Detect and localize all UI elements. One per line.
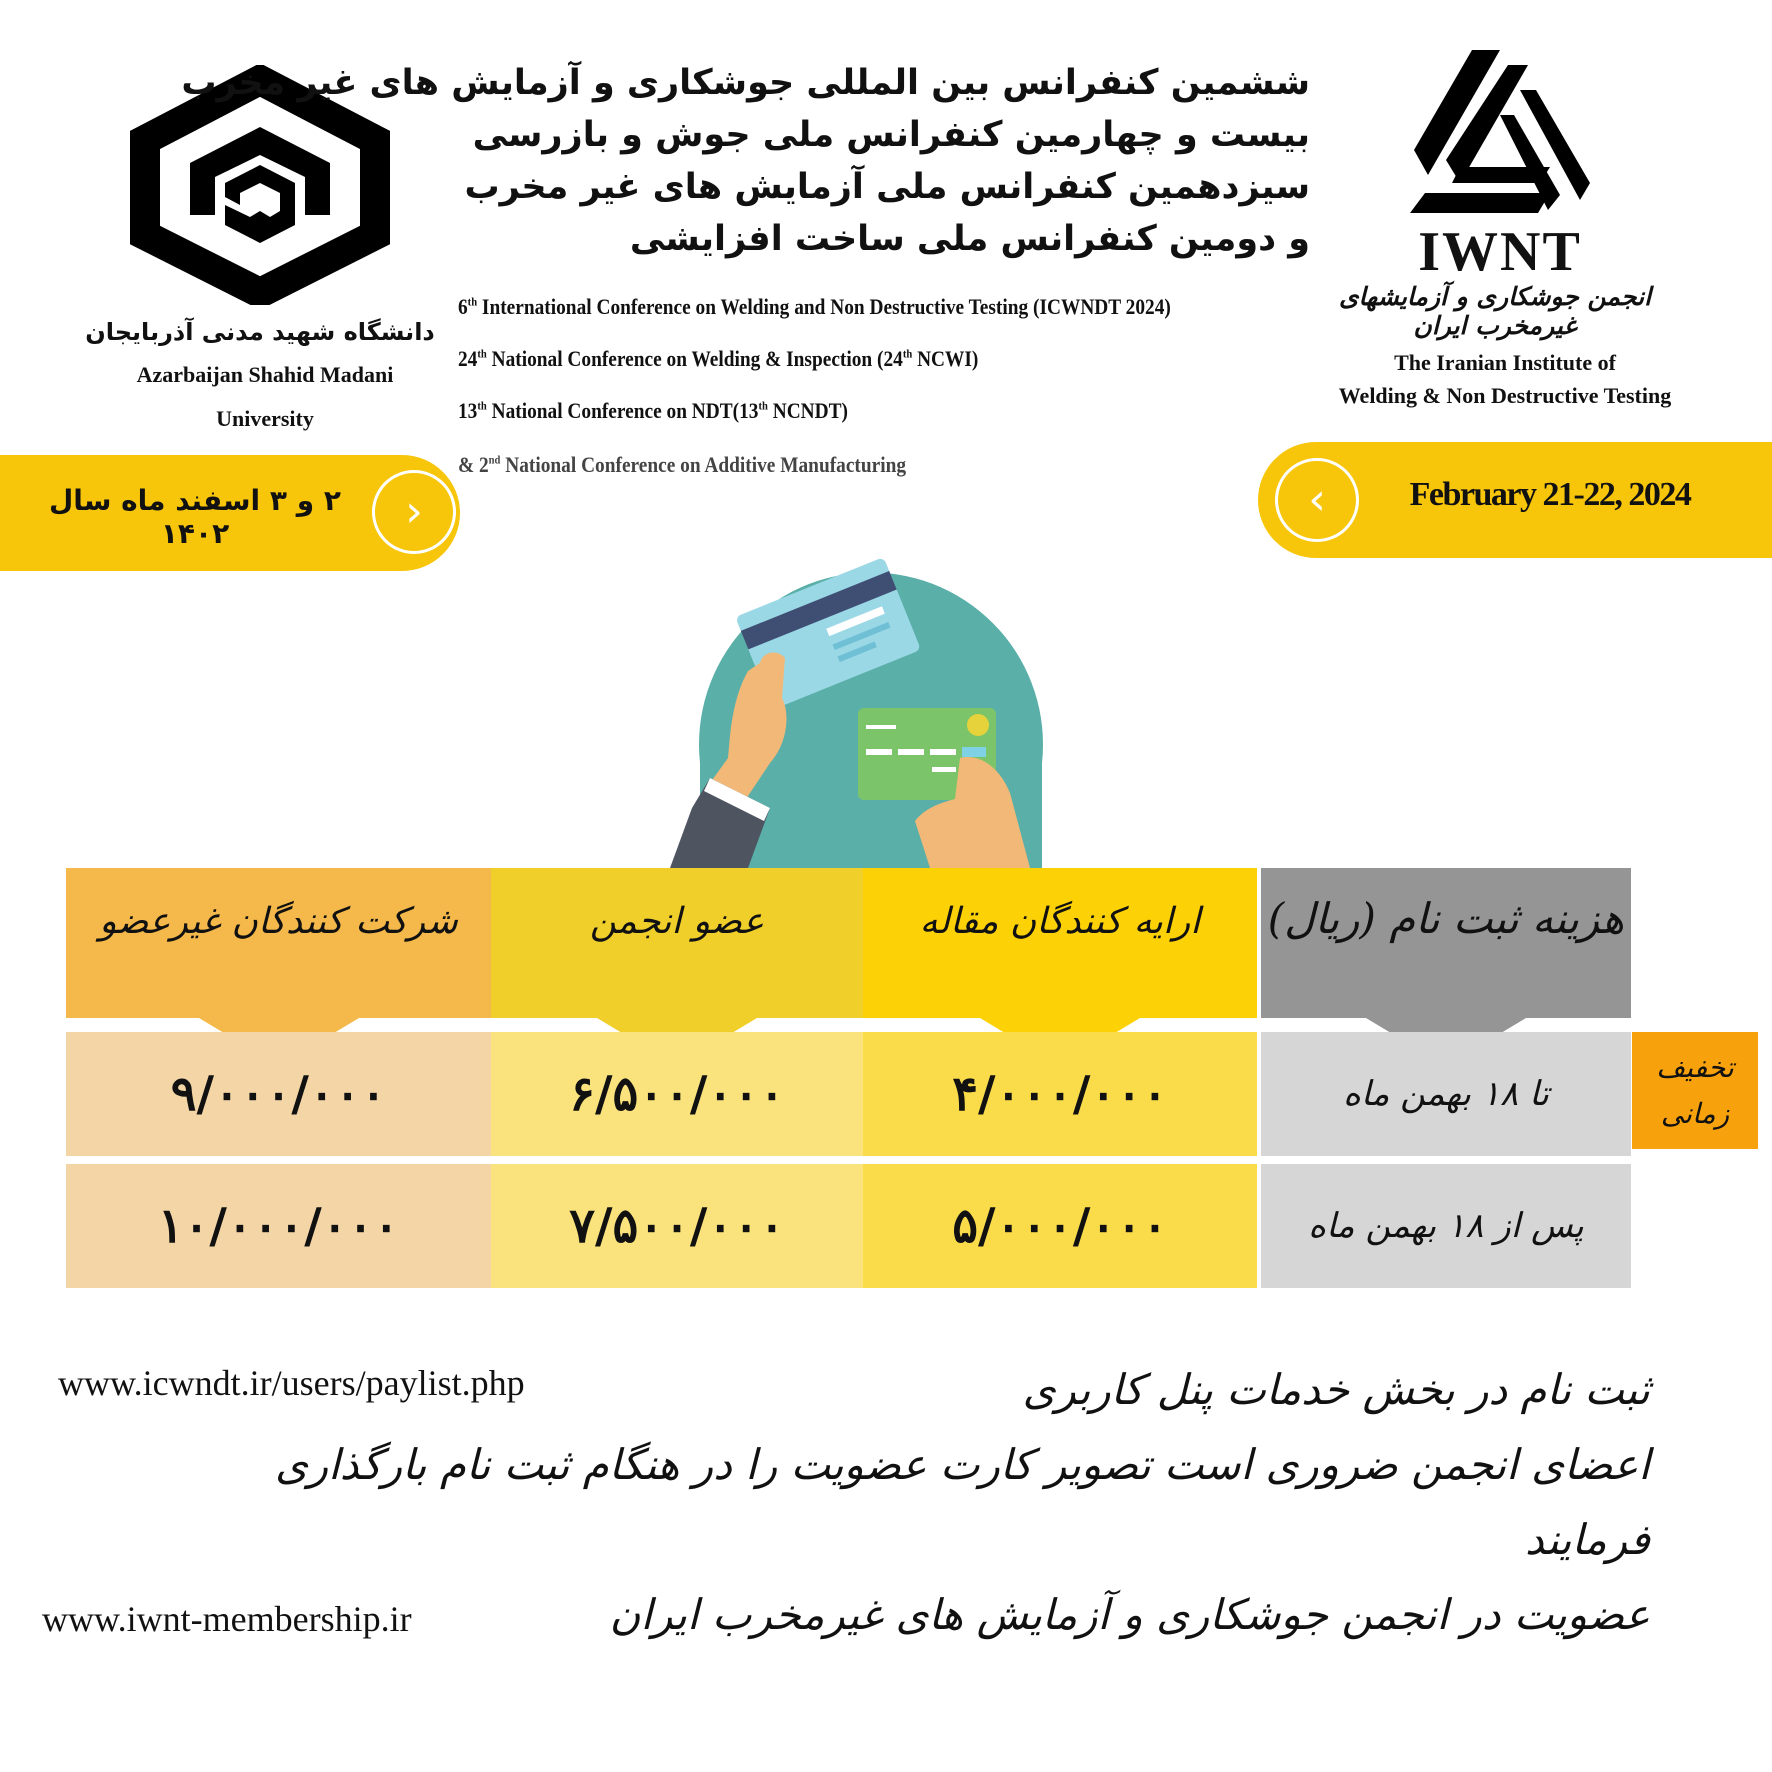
iwnt-triangle-logo-icon [1400, 45, 1600, 230]
fee-row2-member: ۷/۵۰۰/۰۰۰ [491, 1164, 863, 1288]
fee-row2-presenter: ۵/۰۰۰/۰۰۰ [863, 1164, 1257, 1288]
university-name-fa: دانشگاه شهید مدنی آذربایجان [85, 318, 435, 346]
header-nonmember-participants: شرکت کنندگان غیرعضو [66, 868, 491, 1018]
iwnt-name-en: The Iranian Institute of [1394, 350, 1616, 375]
note-membership-card: اعضای انجمن ضروری است تصویر کارت عضویت را در هنگام ثبت نام بارگذاری [274, 1440, 1650, 1489]
conference-title-en-2: 24th National Conference on Welding & Inspection (24th NCWI) [458, 346, 979, 371]
date-en: February 21-22, 2024 [1409, 476, 1691, 513]
row1-period-label: تا ۱۸ بهمن ماه [1261, 1032, 1631, 1156]
chevron-right-icon[interactable]: › [372, 470, 456, 554]
university-name-en: Azarbaijan Shahid Madani [136, 362, 394, 387]
conference-title-fa-4: و دومین کنفرانس ملی ساخت افزایشی [629, 219, 1310, 259]
university-name-en-line2: University [216, 406, 314, 431]
note-membership-card-end: فرمایند [1525, 1515, 1650, 1564]
conference-title-fa-3: سیزدهمین کنفرانس ملی آزمایش های غیر مخرب [464, 167, 1310, 207]
row2-period-label: پس از ۱۸ بهمن ماه [1261, 1164, 1631, 1288]
fee-row1-nonmember: ۹/۰۰۰/۰۰۰ [66, 1032, 491, 1156]
fee-row1-member: ۶/۵۰۰/۰۰۰ [491, 1032, 863, 1156]
note-membership-institute: عضویت در انجمن جوشکاری و آزمایش های غیرمخرب ایران [609, 1590, 1650, 1639]
header-registration-fee: هزینه ثبت نام (ریال) [1261, 868, 1631, 1018]
header-paper-presenters: ارایه کنندگان مقاله [863, 868, 1257, 1018]
iwnt-abbreviation: IWNT [1418, 221, 1582, 283]
membership-url[interactable]: www.iwnt-membership.ir [42, 1599, 412, 1639]
conference-title-fa-2: بیست و چهارمین کنفرانس ملی جوش و بازرسی [472, 115, 1310, 155]
conference-title-en-1: 6th International Conference on Welding and Non Destructive Testing (ICWNDT 2024) [458, 294, 1171, 319]
chevron-left-icon[interactable]: ‹ [1275, 458, 1359, 542]
credit-card-payment-icon [670, 553, 1100, 868]
iwnt-name-fa: انجمن جوشکاری و آزمایشهای غیرمخرب ایران [1338, 282, 1652, 340]
fee-row1-presenter: ۴/۰۰۰/۰۰۰ [863, 1032, 1257, 1156]
registration-url[interactable]: www.icwndt.ir/users/paylist.php [58, 1363, 525, 1403]
iwnt-name-en-line2: Welding & Non Destructive Testing [1338, 383, 1672, 408]
conference-title-fa-1: ششمین کنفرانس بین المللی جوشکاری و آزمایش های غیر مخرب [181, 63, 1310, 103]
conference-title-en-4: & 2nd National Conference on Additive Manufacturing [458, 452, 907, 477]
note-registration: ثبت نام در بخش خدمات پنل کاربری [1022, 1365, 1650, 1414]
time-discount-badge: تخفیف زمانی [1632, 1032, 1758, 1149]
date-fa: ۲ و ۳ اسفند ماه سال ۱۴۰۲ [49, 484, 341, 550]
header-institute-member: عضو انجمن [491, 868, 863, 1018]
conference-title-en-3: 13th National Conference on NDT(13th NCNDT) [458, 398, 849, 423]
fee-row2-nonmember: ۱۰/۰۰۰/۰۰۰ [66, 1164, 491, 1288]
